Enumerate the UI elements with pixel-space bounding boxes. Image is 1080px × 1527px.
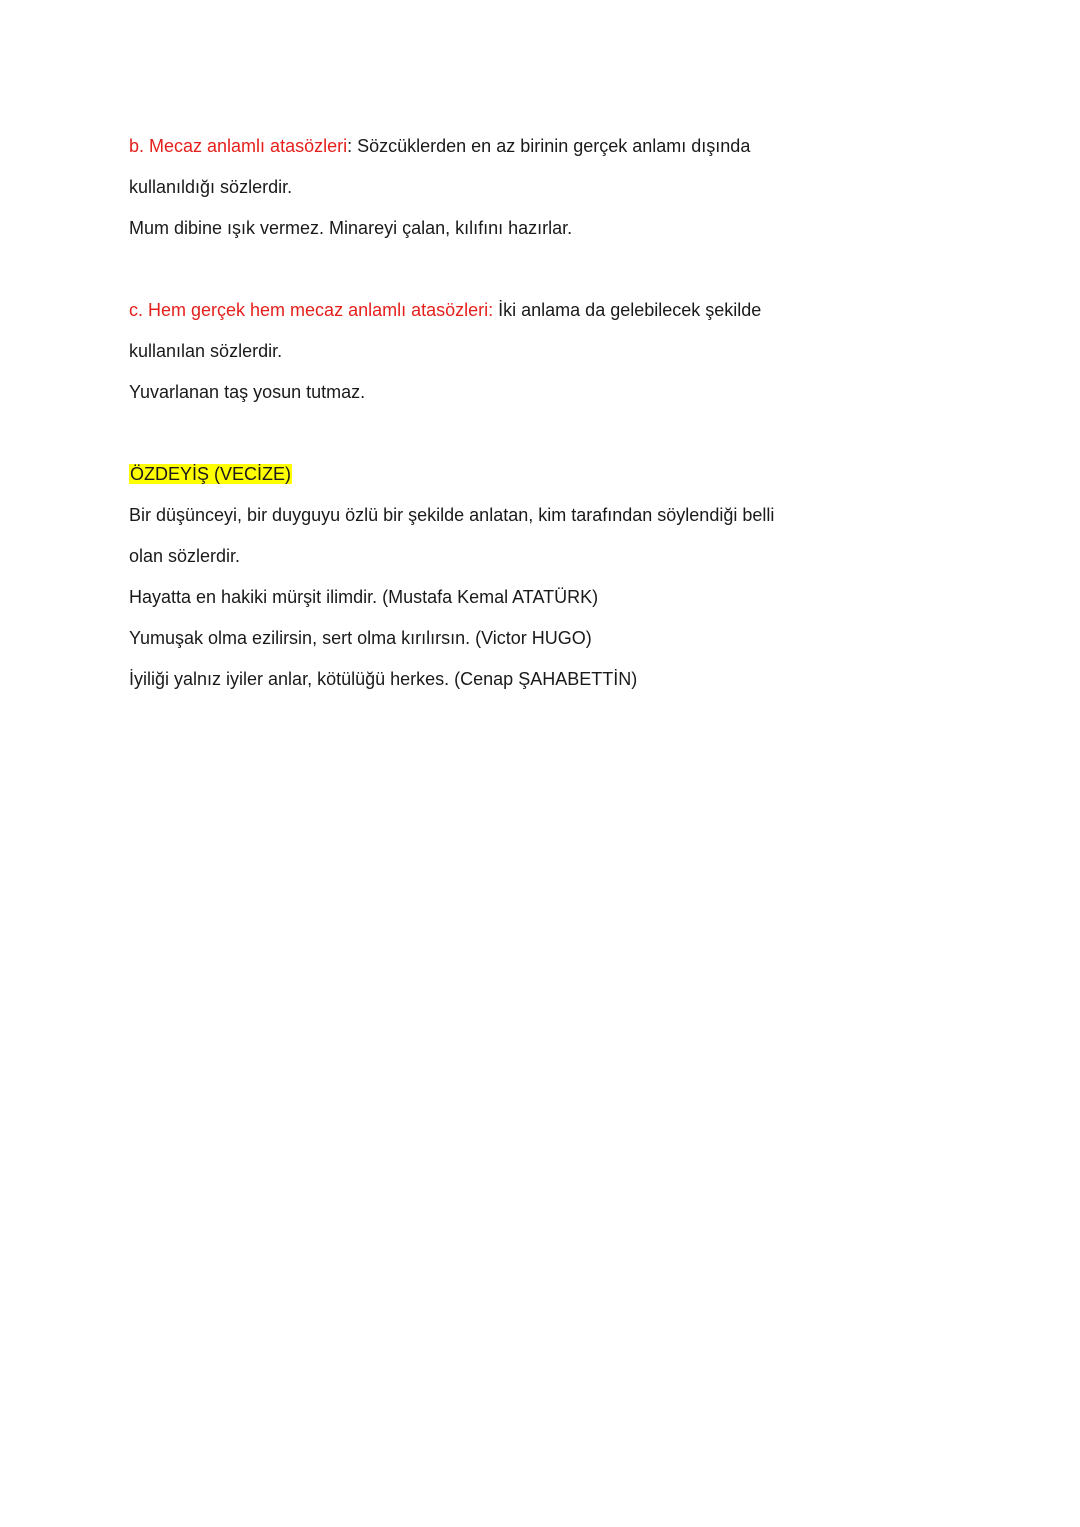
document-content xyxy=(129,126,1009,700)
section-b-heading-colon: : xyxy=(347,136,353,156)
section-c-definition-line2: kullanılan sözlerdir. xyxy=(129,341,283,361)
section-b-definition-line1 xyxy=(129,126,1009,167)
ozdeyis-heading-line xyxy=(129,454,1009,495)
section-c-example: Yuvarlanan taş yosun tutmaz. xyxy=(129,382,366,402)
spacer xyxy=(129,413,1009,454)
ozdeyis-definition-line2: olan sözlerdir. xyxy=(129,546,241,566)
ozdeyis-definition-line1: Bir düşünceyi, bir duyguyu özlü bir şekilde anlatan, kim tarafından söylendiği belli xyxy=(129,505,775,525)
section-c-definition-line1 xyxy=(129,290,1009,331)
section-c-definition-text1: İki anlama da gelebilecek şekilde xyxy=(493,300,762,320)
section-b-definition-text1: Sözcüklerden en az birinin gerçek anlamı dışında xyxy=(352,136,751,156)
ozdeyis-example: Yumuşak olma ezilirsin, sert olma kırılırsın. (Victor HUGO) xyxy=(129,628,592,648)
ozdeyis-example: Hayatta en hakiki mürşit ilimdir. (Mustafa Kemal ATATÜRK) xyxy=(129,587,599,607)
section-c-heading: c. Hem gerçek hem mecaz anlamlı atasözleri: xyxy=(129,300,494,320)
section-b-definition-line2: kullanıldığı sözlerdir. xyxy=(129,177,293,197)
section-b-example: Mum dibine ışık vermez. Minareyi çalan, kılıfını hazırlar. xyxy=(129,218,573,238)
ozdeyis-example: İyiliği yalnız iyiler anlar, kötülüğü herkes. (Cenap ŞAHABETTİN) xyxy=(129,669,638,689)
spacer xyxy=(129,249,1009,290)
ozdeyis-heading: ÖZDEYİŞ (VECİZE) xyxy=(130,464,292,484)
section-b-heading: b. Mecaz anlamlı atasözleri xyxy=(129,136,348,156)
